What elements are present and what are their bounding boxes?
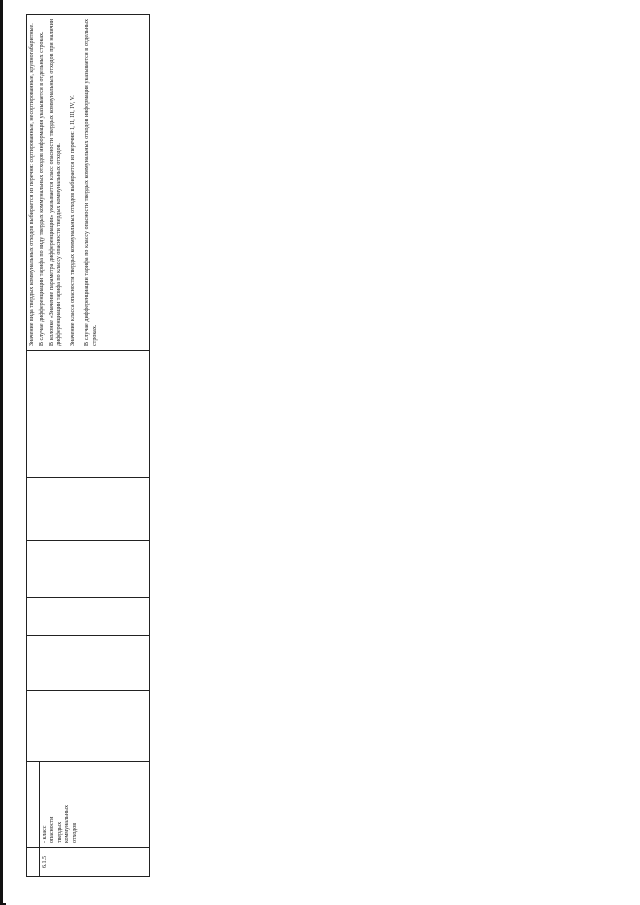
cell-empty-number-top [27, 848, 40, 877]
row-parameter-name [39, 762, 149, 848]
name-line: - класс [41, 825, 48, 843]
name-line: коммунальных [64, 805, 71, 843]
page-left-rule [0, 0, 3, 905]
cell-empty-name-top [27, 762, 40, 848]
table-row-top [27, 15, 40, 877]
rotated-table-container [26, 15, 150, 877]
description-paragraph: Значение класса опасности твердых коммунальных отходов выбирается из перечня: I, II, III, IV, V. [70, 95, 77, 346]
description-paragraph: В случае дифференциации тарифа по виду твердых коммунальных отходов информация указывается в отдельных строках. [38, 31, 45, 346]
cell-empty-col7 [27, 478, 150, 541]
description-paragraph: В колонке «Значение параметра дифференциации» указывается класс опасности твердых коммунальных отходов при наличии дифференциации тарифа по классу опасности твердых коммунальных отходов. [48, 19, 63, 346]
name-line: твердых [56, 821, 63, 843]
description-paragraph: В случае дифференциации тарифа по классу опасности твердых коммунальных отходов информация указывается в отдельных строках. [83, 19, 98, 346]
name-line: отходов [71, 822, 78, 843]
cell-empty-col4 [27, 636, 150, 691]
cell-empty-col3 [27, 691, 150, 762]
tariff-parameters-table [26, 14, 150, 877]
cell-description [27, 15, 150, 351]
cell-empty-col5 [27, 598, 150, 636]
name-line: опасности [49, 816, 56, 843]
cell-empty-col8 [27, 351, 150, 478]
cell-empty-col6 [27, 541, 150, 598]
description-paragraph: Значение вида твердых коммунальных отходов выбирается из перечня: сортированные, несортированные, крупногабаритные. [29, 23, 35, 346]
row-number: 6.1.5 [39, 848, 149, 877]
